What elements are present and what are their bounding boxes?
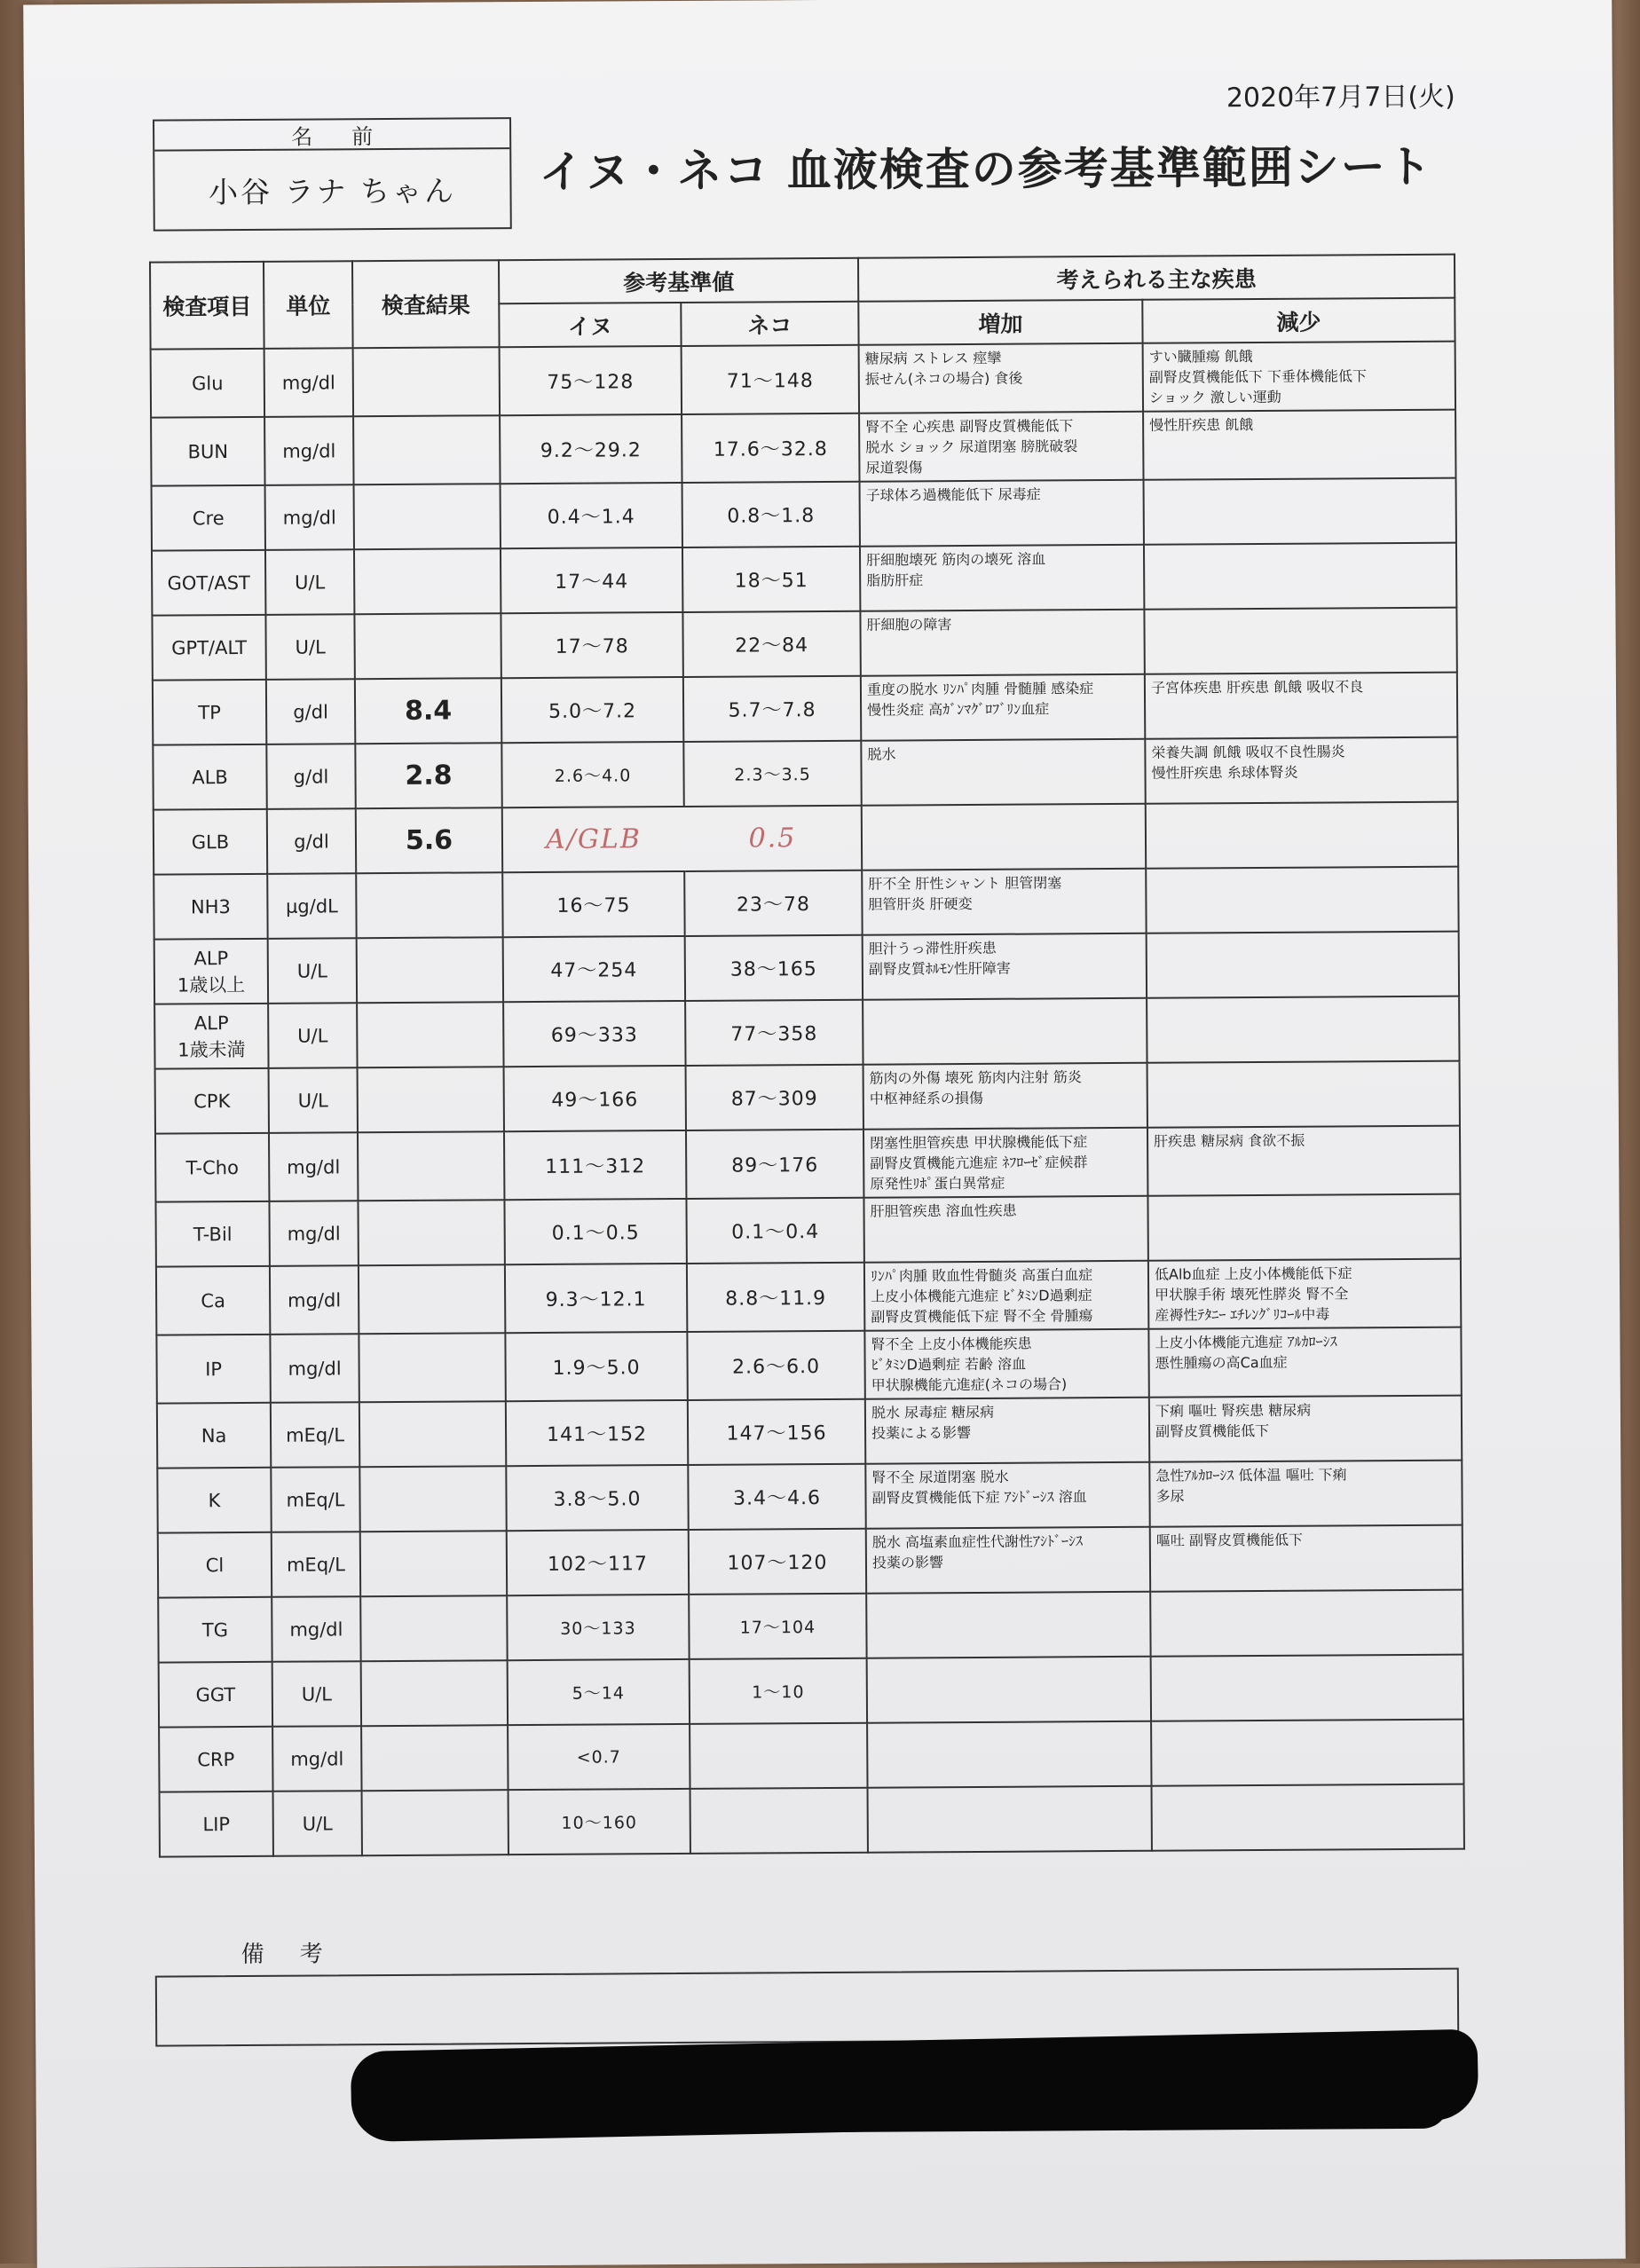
header-item: 検査項目 — [150, 262, 264, 350]
dog-range-cell: 9.3～12.1 — [505, 1264, 687, 1333]
table-row — [153, 673, 1457, 745]
name-label: 名前 — [154, 119, 509, 151]
dog-range-cell: 69～333 — [503, 1001, 685, 1067]
table-row — [151, 410, 1455, 486]
increase-cell: 脱水 尿毒症 糖尿病 投薬による影響 — [865, 1398, 1149, 1464]
item-cell: IP — [156, 1335, 270, 1404]
decrease-cell — [1152, 1784, 1464, 1851]
increase-cell: 筋肉の外傷 壊死 筋肉内注射 筋炎 中枢神経系の損傷 — [863, 1063, 1147, 1130]
dog-range-cell: 5.0～7.2 — [501, 677, 683, 743]
unit-cell: U/L — [268, 1003, 357, 1068]
increase-cell: 腎不全 尿道閉塞 脱水 副腎皮質機能低下症 ｱｼﾄﾞｰｼｽ 溶血 — [865, 1462, 1149, 1529]
unit-cell: mg/dl — [264, 348, 353, 417]
table-row — [156, 1327, 1461, 1404]
decrease-cell — [1147, 1194, 1460, 1261]
unit-cell: g/dl — [266, 679, 355, 744]
item-cell: Cl — [158, 1532, 272, 1598]
dog-range-cell: 16～75 — [502, 871, 684, 937]
result-cell — [359, 1466, 506, 1532]
item-cell: ALP 1歳以上 — [154, 939, 268, 1004]
increase-cell — [863, 998, 1147, 1065]
result-cell — [354, 613, 501, 679]
dog-range-cell: 49～166 — [504, 1066, 686, 1131]
item-cell: Na — [157, 1403, 271, 1469]
increase-cell — [868, 1786, 1152, 1853]
cat-range-cell: 17～104 — [689, 1594, 866, 1659]
cat-range-cell: 0.1～0.4 — [686, 1198, 863, 1264]
header-cat: ネコ — [681, 302, 858, 346]
increase-cell: 脱水 高塩素血症性代謝性ｱｼﾄﾞｰｼｽ 投薬の影響 — [866, 1527, 1150, 1594]
unit-cell: g/dl — [266, 744, 355, 809]
item-cell: GOT/AST — [152, 550, 265, 616]
item-cell: GPT/ALT — [152, 615, 265, 681]
item-cell: Glu — [151, 349, 264, 418]
cat-range-cell — [690, 1723, 867, 1789]
table-row — [155, 1126, 1460, 1202]
result-cell — [361, 1660, 508, 1726]
dog-range-cell: 17～44 — [501, 547, 682, 613]
increase-cell — [867, 1657, 1151, 1723]
table-row — [159, 1655, 1463, 1728]
header-dog: イヌ — [499, 303, 681, 347]
unit-cell: g/dl — [267, 808, 356, 874]
dog-range-cell: 0.4～1.4 — [501, 483, 682, 548]
increase-cell: 腎不全 上皮小体機能疾患 ﾋﾞﾀﾐﾝD過剰症 若齢 溶血 甲状腺機能亢進症(ネコの場合) — [864, 1329, 1148, 1399]
result-cell — [357, 1002, 503, 1067]
cat-range-cell — [690, 1788, 868, 1854]
table-row — [159, 1720, 1463, 1792]
increase-cell: ﾘﾝﾊﾟ肉腫 敗血性骨髄炎 高蛋白血症 上皮小体機能亢進症 ﾋﾞﾀﾐﾝD過剰症 副腎皮質機能低下症 腎不全 骨腫瘍 — [864, 1261, 1148, 1331]
paper-sheet — [23, 0, 1626, 2268]
cat-range-cell: 87～309 — [686, 1065, 863, 1130]
dog-range-cell: 47～254 — [503, 936, 685, 1002]
result-cell — [358, 1200, 504, 1265]
item-cell: T-Bil — [155, 1201, 269, 1267]
unit-cell: mEq/L — [272, 1532, 360, 1597]
increase-cell: 腎不全 心疾患 副腎皮質機能低下 脱水 ショック 尿道閉塞 膀胱破裂 尿道裂傷 — [859, 412, 1143, 482]
result-cell — [362, 1790, 509, 1855]
cat-range-cell: 2.6～6.0 — [687, 1331, 864, 1400]
header-unit: 単位 — [264, 261, 353, 349]
cat-range-cell: 1～10 — [690, 1658, 867, 1724]
cat-range-cell: 38～165 — [685, 935, 863, 1001]
item-cell: CPK — [155, 1068, 269, 1134]
unit-cell: U/L — [265, 549, 354, 615]
unit-cell: U/L — [265, 614, 354, 680]
result-cell — [359, 1333, 505, 1402]
unit-cell: mg/dl — [264, 416, 353, 485]
item-cell: Cre — [152, 485, 265, 551]
dog-range-cell: 17～78 — [501, 612, 682, 678]
header-increase: 増加 — [858, 300, 1142, 345]
result-cell — [354, 548, 501, 614]
table-row — [153, 737, 1457, 810]
unit-cell: mg/dl — [272, 1596, 360, 1662]
decrease-cell — [1150, 1590, 1463, 1657]
dog-range-cell: 1.9～5.0 — [505, 1332, 687, 1401]
dog-range-cell: 5～14 — [508, 1659, 690, 1725]
unit-cell: mg/dl — [272, 1726, 361, 1792]
header-reference: 参考基準値 — [499, 258, 858, 303]
dog-range-cell: 0.1～0.5 — [504, 1199, 686, 1264]
result-cell — [353, 347, 500, 416]
cat-range-cell: 107～120 — [689, 1529, 866, 1595]
table-row — [154, 802, 1458, 875]
dog-range-cell: 3.8～5.0 — [506, 1465, 688, 1531]
cat-range-cell: 3.4～4.6 — [688, 1464, 865, 1530]
decrease-cell: 急性ｱﾙｶﾛｰｼｽ 低体温 嘔吐 下痢 多尿 — [1149, 1461, 1462, 1527]
increase-cell — [866, 1592, 1150, 1658]
result-cell — [357, 937, 503, 1003]
decrease-cell: 低Alb血症 上皮小体機能低下症 甲状腺手術 壊死性膵炎 腎不全 産褥性ﾃﾀﾆｰ ｴﾁﾚﾝｸﾞﾘｺｰﾙ中毒 — [1148, 1259, 1461, 1329]
increase-cell: 脱水 — [861, 739, 1145, 806]
increase-cell: 肝細胞壊死 筋肉の壊死 溶血 脂肪肝症 — [860, 545, 1144, 611]
document-date: 2020年7月7日(火) — [1226, 81, 1455, 114]
result-cell: 2.8 — [355, 743, 501, 808]
item-cell: K — [157, 1468, 271, 1533]
unit-cell: U/L — [272, 1661, 361, 1727]
result-cell — [360, 1595, 507, 1661]
unit-cell: U/L — [269, 1067, 358, 1133]
decrease-cell: 嘔吐 副腎皮質機能低下 — [1150, 1525, 1463, 1592]
item-cell: CRP — [159, 1727, 272, 1792]
table-row — [151, 342, 1455, 418]
cat-range-cell: 77～358 — [685, 1000, 863, 1066]
cat-range-cell: 18～51 — [682, 547, 860, 612]
handwritten-ag-ratio-label: A/GLB — [502, 807, 684, 872]
result-cell — [358, 1067, 504, 1132]
increase-cell: 肝細胞の障害 — [860, 610, 1144, 676]
dog-range-cell: 2.6～4.0 — [501, 742, 683, 807]
decrease-cell: 下痢 嘔吐 腎疾患 糖尿病 副腎皮質機能低下 — [1149, 1396, 1462, 1462]
result-cell: 8.4 — [355, 678, 501, 744]
result-cell — [360, 1531, 507, 1596]
item-cell: BUN — [151, 417, 264, 486]
table-row — [154, 932, 1459, 1004]
name-box — [153, 117, 512, 231]
item-cell: ALP 1歳未満 — [154, 1004, 268, 1069]
increase-cell — [862, 804, 1146, 870]
decrease-cell: 上皮小体機能亢進症 ｱﾙｶﾛｰｼｽ 悪性腫瘍の高Ca血症 — [1148, 1327, 1461, 1398]
decrease-cell — [1151, 1655, 1463, 1721]
unit-cell: mg/dl — [265, 484, 354, 550]
unit-cell: μg/dL — [267, 873, 356, 939]
table-row — [160, 1784, 1464, 1857]
increase-cell: 糖尿病 ストレス 痙攣 振せん(ネコの場合) 食後 — [859, 343, 1143, 413]
unit-cell: U/L — [273, 1791, 362, 1856]
cat-range-cell: 22～84 — [682, 611, 860, 677]
item-cell: NH3 — [154, 874, 267, 940]
cat-range-cell: 71～148 — [682, 345, 859, 414]
unit-cell: mg/dl — [269, 1132, 358, 1201]
result-cell — [358, 1131, 504, 1201]
table-row — [157, 1461, 1462, 1533]
decrease-cell — [1144, 543, 1456, 610]
decrease-cell: すい臓腫瘍 飢餓 副腎皮質機能低下 下垂体機能低下 ショック 激しい運動 — [1143, 342, 1455, 412]
item-cell: ALB — [153, 744, 266, 810]
table-row — [155, 1194, 1460, 1267]
result-cell — [354, 484, 501, 549]
dog-range-cell: 75～128 — [500, 346, 682, 415]
decrease-cell — [1151, 1720, 1463, 1786]
dog-range-cell: 9.2～29.2 — [500, 414, 682, 484]
table-row — [152, 608, 1456, 681]
result-cell — [361, 1725, 508, 1791]
decrease-cell — [1146, 802, 1458, 869]
table-row — [152, 478, 1456, 551]
dog-range-cell: 111～312 — [504, 1130, 686, 1200]
table-row — [154, 996, 1459, 1069]
item-cell: TG — [158, 1597, 272, 1663]
dog-range-cell: 102～117 — [507, 1530, 689, 1595]
header-result: 検査結果 — [352, 260, 500, 348]
dog-range-cell: 30～133 — [507, 1595, 689, 1660]
dog-range-cell: 141～152 — [506, 1400, 688, 1466]
remarks-label: 備考 — [240, 1941, 359, 1969]
increase-cell: 胆汁うっ滞性肝疾患 副腎皮質ﾎﾙﾓﾝ性肝障害 — [863, 933, 1147, 1000]
increase-cell: 閉塞性胆管疾患 甲状腺機能低下症 副腎皮質機能亢進症 ﾈﾌﾛｰｾﾞ症候群 原発性ﾘﾎﾟ蛋白異常症 — [863, 1128, 1147, 1198]
cat-range-cell: 147～156 — [688, 1399, 865, 1465]
decrease-cell — [1147, 996, 1459, 1063]
decrease-cell — [1147, 932, 1459, 998]
decrease-cell: 慢性肝疾患 飢餓 — [1143, 410, 1455, 480]
unit-cell: mg/dl — [270, 1334, 359, 1403]
item-cell: T-Cho — [155, 1133, 269, 1202]
table-body — [151, 342, 1464, 1857]
result-cell — [359, 1401, 506, 1467]
item-cell: LIP — [160, 1792, 273, 1857]
decrease-cell — [1147, 1061, 1460, 1128]
table-row — [154, 867, 1458, 940]
unit-cell: mEq/L — [271, 1402, 359, 1468]
result-cell — [353, 415, 500, 484]
cat-range-cell: 8.8～11.9 — [687, 1263, 864, 1332]
result-cell — [356, 872, 502, 938]
decrease-cell — [1144, 478, 1456, 545]
reference-table — [149, 254, 1465, 1858]
increase-cell — [867, 1721, 1151, 1788]
unit-cell: mg/dl — [269, 1201, 358, 1266]
decrease-cell — [1144, 608, 1456, 674]
increase-cell: 子球体ろ過機能低下 尿毒症 — [860, 480, 1144, 547]
item-cell: TP — [153, 680, 266, 745]
cat-range-cell: 0.8～1.8 — [682, 482, 860, 547]
cat-range-cell: 89～176 — [686, 1130, 863, 1199]
decrease-cell: 肝疾患 糖尿病 食欲不振 — [1147, 1126, 1460, 1196]
table-row — [155, 1061, 1460, 1134]
decrease-cell: 栄養失調 飢餓 吸収不良性腸炎 慢性肝疾患 糸球体腎炎 — [1145, 737, 1457, 804]
cat-range-cell: 2.3～3.5 — [683, 741, 861, 807]
cat-range-cell: 5.7～7.8 — [683, 676, 861, 742]
unit-cell: mEq/L — [271, 1467, 359, 1532]
header-decrease: 減少 — [1142, 298, 1455, 343]
decrease-cell: 子宮体疾患 肝疾患 飢餓 吸収不良 — [1145, 673, 1457, 739]
dog-range-cell: 10～160 — [509, 1789, 690, 1855]
increase-cell: 肝胆管疾患 溶血性疾患 — [863, 1196, 1147, 1263]
item-cell: GGT — [159, 1662, 272, 1728]
unit-cell: mg/dl — [270, 1265, 359, 1335]
item-cell: Ca — [156, 1266, 270, 1335]
table-row — [158, 1590, 1463, 1663]
patient-name: 小谷 ラナ ちゃん — [208, 173, 457, 209]
cat-range-cell: 17.6～32.8 — [682, 413, 859, 483]
increase-cell: 重度の脱水 ﾘﾝﾊﾟ肉腫 骨髄腫 感染症 慢性炎症 高ｶﾞﾝﾏｸﾞﾛﾌﾞﾘﾝ血症 — [861, 674, 1145, 741]
result-cell: 5.6 — [356, 807, 502, 873]
unit-cell: U/L — [268, 938, 357, 1004]
dog-range-cell: <0.7 — [508, 1724, 690, 1790]
increase-cell: 肝不全 肝性シャント 胆管閉塞 胆管肝炎 肝硬変 — [862, 869, 1146, 935]
table-row — [152, 543, 1456, 616]
table-row — [156, 1259, 1461, 1335]
page-title: イヌ・ネコ 血液検査の参考基準範囲シート — [539, 140, 1433, 198]
redaction-mark-inner — [366, 2068, 1448, 2135]
header-diseases: 考えられる主な疾患 — [858, 255, 1455, 302]
item-cell: GLB — [154, 809, 267, 875]
cat-range-cell: 23～78 — [684, 870, 862, 936]
handwritten-ag-ratio-value: 0.5 — [684, 806, 862, 871]
table-row — [158, 1525, 1463, 1598]
result-cell — [359, 1264, 505, 1334]
table-row — [157, 1396, 1462, 1469]
decrease-cell — [1146, 867, 1458, 933]
